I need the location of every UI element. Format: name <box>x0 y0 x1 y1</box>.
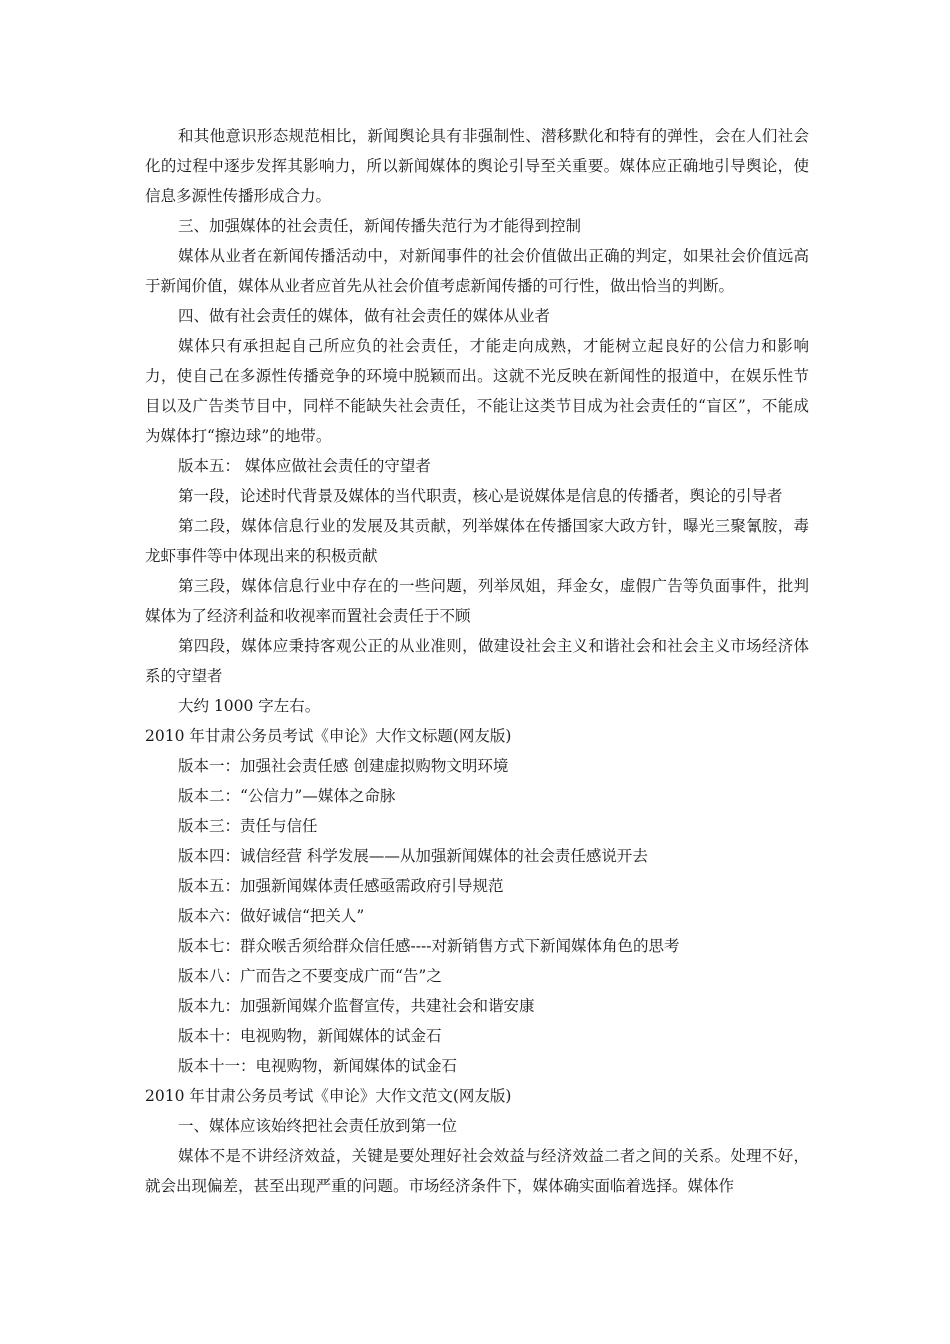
title-version-item: 版本十：电视购物，新闻媒体的试金石 <box>178 1027 442 1045</box>
version-heading: 版本五： 媒体应做社会责任的守望者 <box>178 457 431 475</box>
word-count-note: 大约 1000 字左右。 <box>178 697 321 715</box>
title-version-item: 版本二：“公信力”—媒体之命脉 <box>178 787 396 805</box>
section-title: 2010 年甘肃公务员考试《申论》大作文范文(网友版) <box>145 1087 512 1105</box>
section-heading: 四、做有社会责任的媒体，做有社会责任的媒体从业者 <box>178 307 551 325</box>
title-version-item: 版本六：做好诚信“把关人” <box>178 907 365 925</box>
paragraph: 第二段，媒体信息行业的发展及其贡献，列举媒体在传播国家大政方针，曝光三聚氰胺，毒龙虾事件等中体现出来的积极贡献 <box>145 517 809 565</box>
paragraph: 第三段，媒体信息行业中存在的一些问题，列举凤姐，拜金女，虚假广告等负面事件，批判媒体为了经济利益和收视率而置社会责任于不顾 <box>145 577 809 625</box>
paragraph: 媒体从业者在新闻传播活动中，对新闻事件的社会价值做出正确的判定，如果社会价值远高于新闻价值，媒体从业者应首先从社会价值考虑新闻传播的可行性，做出恰当的判断。 <box>145 247 809 295</box>
title-version-item: 版本四：诚信经营 科学发展——从加强新闻媒体的社会责任感说开去 <box>178 847 648 865</box>
title-version-item: 版本一：加强社会责任感 创建虚拟购物文明环境 <box>178 757 509 775</box>
title-version-item: 版本五：加强新闻媒体责任感亟需政府引导规范 <box>178 877 504 895</box>
section-title: 2010 年甘肃公务员考试《申论》大作文标题(网友版) <box>145 727 512 745</box>
section-heading: 一、媒体应该始终把社会责任放到第一位 <box>178 1117 458 1135</box>
paragraph: 媒体不是不讲经济效益，关键是要处理好社会效益与经济效益二者之间的关系。处理不好，就会出现偏差，甚至出现严重的问题。市场经济条件下，媒体确实面临着选择。媒体作 <box>145 1147 809 1195</box>
title-version-item: 版本七：群众喉舌须给群众信任感----对新销售方式下新闻媒体角色的思考 <box>178 937 680 955</box>
section-heading: 三、加强媒体的社会责任，新闻传播失范行为才能得到控制 <box>178 217 582 235</box>
title-version-item: 版本九：加强新闻媒介监督宣传，共建社会和谐安康 <box>178 997 535 1015</box>
document-body <box>145 121 809 1201</box>
paragraph: 第一段，论述时代背景及媒体的当代职责，核心是说媒体是信息的传播者，舆论的引导者 <box>178 487 783 505</box>
title-version-item: 版本八：广而告之不要变成广而“告”之 <box>178 967 442 985</box>
paragraph: 第四段，媒体应秉持客观公正的从业准则，做建设社会主义和谐社会和社会主义市场经济体系的守望者 <box>145 637 809 685</box>
paragraph: 和其他意识形态规范相比，新闻舆论具有非强制性、潜移默化和特有的弹性，会在人们社会化的过程中逐步发挥其影响力，所以新闻媒体的舆论引导至关重要。媒体应正确地引导舆论，使信息多源性传播形成合力。 <box>145 127 809 205</box>
title-version-item: 版本十一：电视购物，新闻媒体的试金石 <box>178 1057 458 1075</box>
paragraph: 媒体只有承担起自己所应负的社会责任，才能走向成熟，才能树立起良好的公信力和影响力，使自己在多源性传播竞争的环境中脱颖而出。这就不光反映在新闻性的报道中，在娱乐性节目以及广告类节目中，同样不能缺失社会责任，不能让这类节目成为社会责任的“盲区”，不能成为媒体打“擦边球”的地带。 <box>145 337 809 445</box>
title-version-item: 版本三：责任与信任 <box>178 817 318 835</box>
